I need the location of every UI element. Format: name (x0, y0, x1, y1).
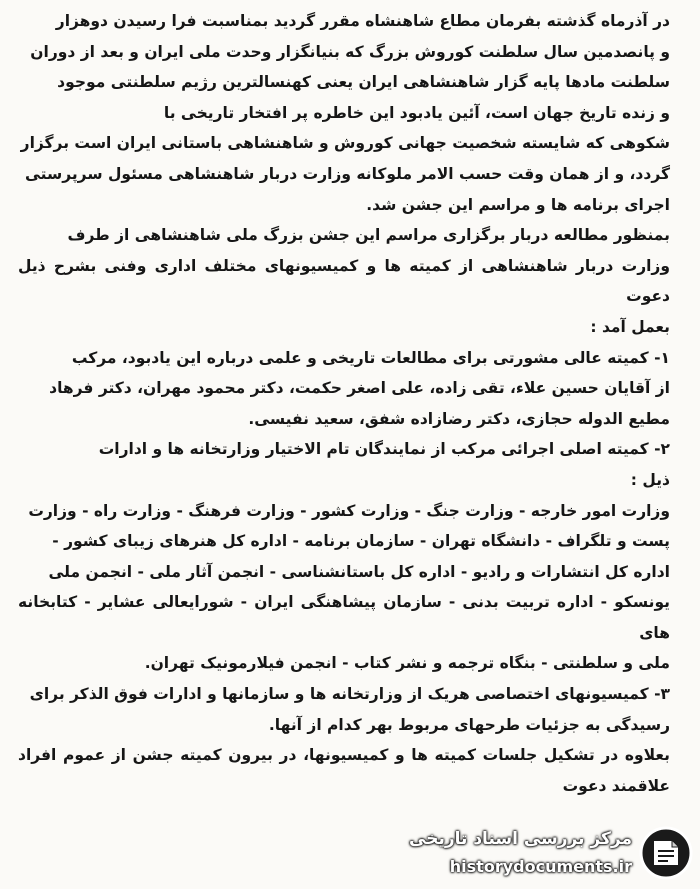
text-line: و پانصدمین سال سلطنت کوروش بزرگ که بنیانگزار وحدت ملی ایران و بعد از دوران (30, 42, 670, 61)
text-line: ۳- کمیسیونهای اختصاصی هریک از وزارتخانه ها و سازمانها و ادارات فوق الذکر برای (29, 685, 670, 704)
text-line: و زنده تاریخ جهان است، آئین یادبود این خاطره پر افتخار تاریخی با (163, 103, 670, 122)
watermark (364, 823, 694, 883)
text-line: بعلاوه در تشکیل جلسات کمیته ها و کمیسیونها، در بیرون کمیته جشن از عموم افراد علاقمند دعوت (18, 746, 670, 795)
document-seal-icon (638, 825, 694, 881)
text-line: شکوهی که شایسته شخصیت جهانی کوروش و شاهنشاهی باستانی ایران است برگزار (20, 134, 670, 153)
document-body (18, 6, 670, 801)
watermark-url: historydocuments.ir (449, 857, 632, 876)
text-line: از آقایان حسین علاء، تقی زاده، علی اصغر حکمت، دکتر محمود مهران، دکتر فرهاد (49, 379, 670, 398)
watermark-title: مرکز بررسی اسناد تاریخی (409, 829, 632, 849)
text-line: ۲- کمیته اصلی اجرائی مرکب از نمایندگان تام الاختیار وزارتخانه ها و ادارات (98, 440, 670, 459)
text-line: گردد، و از همان وقت حسب الامر ملوکانه وزارت دربار شاهنشاهی مسئول سرپرستی (24, 164, 670, 183)
text-line: وزارت دربار شاهنشاهی از کمیته ها و کمیسیونهای مختلف اداری وفنی بشرح ذیل دعوت (18, 256, 670, 306)
text-line: مطیع الدوله حجازی، دکتر رضازاده شفق، سعید نفیسی. (248, 409, 670, 428)
text-line: در آذرماه گذشته بفرمان مطاع شاهنشاه مقرر گردید بمناسبت فرا رسیدن دوهزار (55, 12, 670, 30)
text-line: اداره کل انتشارات و رادیو - اداره کل باستانشناسی - انجمن آثار ملی - انجمن ملی (48, 562, 670, 581)
text-line: بعمل آمد : (590, 317, 670, 336)
text-line: ۱- کمیته عالی مشورتی برای مطالعات تاریخی و علمی درباره این یادبود، مرکب (71, 348, 670, 367)
text-line: ذیل : (630, 470, 670, 489)
text-line: اجرای برنامه ها و مراسم این جشن شد. (366, 195, 670, 214)
text-line: ملی و سلطنتی - بنگاه ترجمه و نشر کتاب - انجمن فیلارمونیک تهران. (144, 654, 670, 673)
text-line: رسیدگی به جزئیات طرحهای مربوط بهر کدام از آنها. (268, 715, 670, 734)
text-line: یونسکو - اداره تربیت بدنی - سازمان پیشاهنگی ایران - شورایعالی عشایر - کتابخانه های (18, 593, 670, 642)
text-line: وزارت امور خارجه - وزارت جنگ - وزارت کشور - وزارت فرهنگ - وزارت راه - وزارت (28, 501, 670, 520)
text-line: پست و تلگراف - دانشگاه تهران - سازمان برنامه - اداره کل هنرهای زیبای کشور - (52, 532, 670, 551)
text-line: بمنظور مطالعه دربار برگزاری مراسم این جشن بزرگ ملی شاهنشاهی از طرف (67, 226, 670, 245)
text-line: سلطنت مادها پایه گزار شاهنشاهی ایران یعنی کهنسالترین رژیم سلطنتی موجود (57, 73, 670, 92)
